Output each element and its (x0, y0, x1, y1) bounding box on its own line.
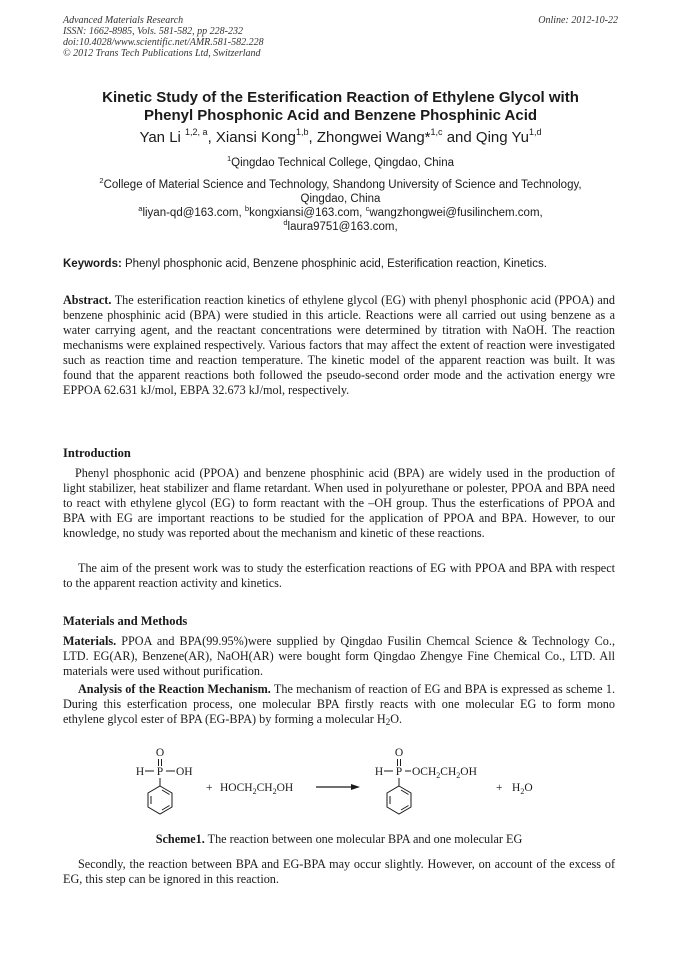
abstract-label: Abstract. (63, 293, 112, 307)
email-link[interactable]: liyan-qd@163.com, (142, 207, 245, 219)
plus-sign: + (206, 782, 213, 794)
formula-part: OH (276, 782, 294, 794)
hydrogen-label: H (374, 766, 384, 778)
benzene-ring (387, 786, 411, 814)
plus-sign: + (496, 782, 503, 794)
affil-sup: 2 (99, 176, 104, 185)
hydrogen-label: H (135, 766, 145, 778)
water-formula (512, 782, 533, 796)
email-list (63, 206, 618, 234)
formula-part: CH (256, 782, 273, 794)
formula-sub: 2 (456, 771, 461, 780)
formula-part: H (512, 782, 521, 794)
ester-group (412, 766, 477, 780)
journal-name: Advanced Materials Research (63, 15, 184, 26)
formula-sub: 2 (252, 787, 257, 796)
author-sep: and (442, 129, 476, 146)
abstract-text: The esterification reaction kinetics of ethylene glycol (EG) with phenyl phosphonic acid (PPOA) and benzene phosphinic acid (BPA) were studied in this article. Reactions were all carried out using benzene as a water carrying agent, and the reactant concentrations were determined by titration with NaOH. The reaction mechanisms were explained respectively. Various factors that may affect the extent of reaction were investigated such as reaction time and reaction temperature. The kinetic model of the apparent reaction was built. It was found that the apparent reactions both followed the pseudo-second order mode and the activation energy wre EPPOA 62.631 kJ/mol, EBPA 32.673 kJ/mol, respectively. (63, 293, 615, 397)
email-sup: b (244, 204, 250, 213)
author-affil-sup: 1,b (295, 127, 309, 137)
oxygen-label: O (394, 747, 404, 759)
affil-text: College of Material Science and Technology, Shandong University of Science and Technology, (103, 179, 582, 191)
oxygen-label: O (155, 747, 165, 759)
caption-text: The reaction between one molecular BPA and one molecular EG (204, 832, 523, 846)
arrow-head (351, 784, 360, 790)
affil-sup: 1 (226, 154, 232, 163)
keywords-text: Phenyl phosphonic acid, Benzene phosphinic acid, Esterification reaction, Kinetics. (121, 258, 547, 270)
affil-text: Qingdao Technical College, Qingdao, China (231, 157, 455, 169)
analysis-paragraph (63, 682, 615, 727)
analysis-end: O. (390, 712, 403, 726)
phosphorus-label: P (156, 766, 164, 778)
analysis-subscript: 2 (385, 717, 391, 727)
intro-paragraph-2: The aim of the present work was to study the esterfication reactions of EG with PPOA and BPA with respect to the apparent reaction activity and kinetics. (63, 561, 615, 590)
issn-line: ISSN: 1662-8985, Vols. 581-582, pp 228-232 (63, 26, 243, 37)
formula-part: HOCH (220, 782, 253, 794)
abstract (63, 293, 615, 398)
phosphorus-label: P (395, 766, 403, 778)
author-affil-sup: 1,2, a (185, 127, 208, 137)
analysis-label: Analysis of the Reaction Mechanism. (78, 682, 271, 696)
formula-sub: 2 (520, 787, 525, 796)
formula-part: CH (440, 766, 457, 778)
hydroxyl-label: OH (176, 766, 193, 778)
copyright-line: © 2012 Trans Tech Publications Ltd, Switzerland (63, 48, 261, 59)
author-name: Xiansi Kong (215, 129, 296, 146)
affiliation-2 (63, 178, 618, 206)
paper-title (63, 89, 618, 125)
formula-sub: 2 (436, 771, 441, 780)
reaction-scheme (120, 742, 600, 834)
email-sup: d (283, 218, 288, 227)
doi-line: doi:10.4028/www.scientific.net/AMR.581-582.228 (63, 37, 264, 48)
author-affil-sup: 1,d (529, 127, 542, 137)
scheme-caption (63, 832, 615, 847)
author-sep: , (207, 129, 216, 146)
email-link[interactable]: wangzhongwei@fusilinchem.com, (369, 207, 543, 219)
ethylene-glycol (220, 782, 293, 796)
formula-part: OCH (412, 766, 437, 778)
section-heading-introduction: Introduction (63, 446, 131, 460)
author-name: Yan Li (139, 129, 181, 146)
analysis-text: The mechanism of reaction of EG and BPA is expressed as scheme 1. During this esterfication process, one molecular BPA firstly reacts with one molecular EG to form mono ethylene glycol ester of BPA (EG-BPA) by forming a molecular H (63, 682, 615, 726)
affiliation-1 (63, 156, 618, 170)
author-name: Qing Yu (475, 129, 530, 146)
intro-paragraph-1: Phenyl phosphonic acid (PPOA) and benzene phosphinic acid (BPA) are widely used in the production of light stabilizer, heat stabilizer and flame retardant. When used in polyurethane or polester, PPOA and BPA need to react with ethylene glycol (EG) to form reactant with the –OH group. Thus the esterfications of PPOA and BPA with EG are important reactions to be studied for the application of PPOA and BPA. However, to our knowledge, no study was reported about the mechanism and kinetic of these reactions. (63, 466, 615, 540)
email-link[interactable]: kongxiansi@163.com, (249, 207, 366, 219)
email-sup: c (365, 204, 370, 213)
section-heading-methods: Materials and Methods (63, 614, 188, 628)
materials-label: Materials. (63, 634, 117, 648)
keywords (63, 257, 618, 271)
journal-header (63, 15, 618, 59)
materials-paragraph (63, 634, 615, 679)
materials-text: PPOA and BPA(99.95%)were supplied by Qingdao Fusilin Chemcal Science & Technology Co., LTD. EG(AR), Benzene(AR), NaOH(AR) were bought form Qingdao Zhengye Fine Chemical Co., LTD. All materials were used without purification. (63, 634, 615, 678)
affil-text: Qingdao, China (300, 193, 381, 205)
closing-paragraph: Secondly, the reaction between BPA and EG-BPA may occur slightly. However, on account of the excess of EG, this step can be ignored in this reaction. (63, 857, 615, 886)
author-list (63, 128, 618, 148)
email-link[interactable]: laura9751@163.com, (287, 221, 398, 233)
formula-sub: 2 (272, 787, 277, 796)
keywords-label: Keywords: (63, 258, 122, 270)
online-date: Online: 2012-10-22 (538, 15, 618, 26)
caption-label: Scheme1. (155, 832, 205, 846)
author-sep: , (308, 129, 317, 146)
author-name: Zhongwei Wang* (316, 129, 431, 146)
title-line-1: Kinetic Study of the Esterification Reaction of Ethylene Glycol with (102, 89, 579, 106)
formula-part: OH (460, 766, 477, 778)
author-affil-sup: 1,c (430, 127, 443, 137)
formula-part: O (524, 782, 533, 794)
title-line-2: Phenyl Phosphonic Acid and Benzene Phosphinic Acid (143, 107, 538, 124)
email-sup: a (138, 204, 143, 213)
